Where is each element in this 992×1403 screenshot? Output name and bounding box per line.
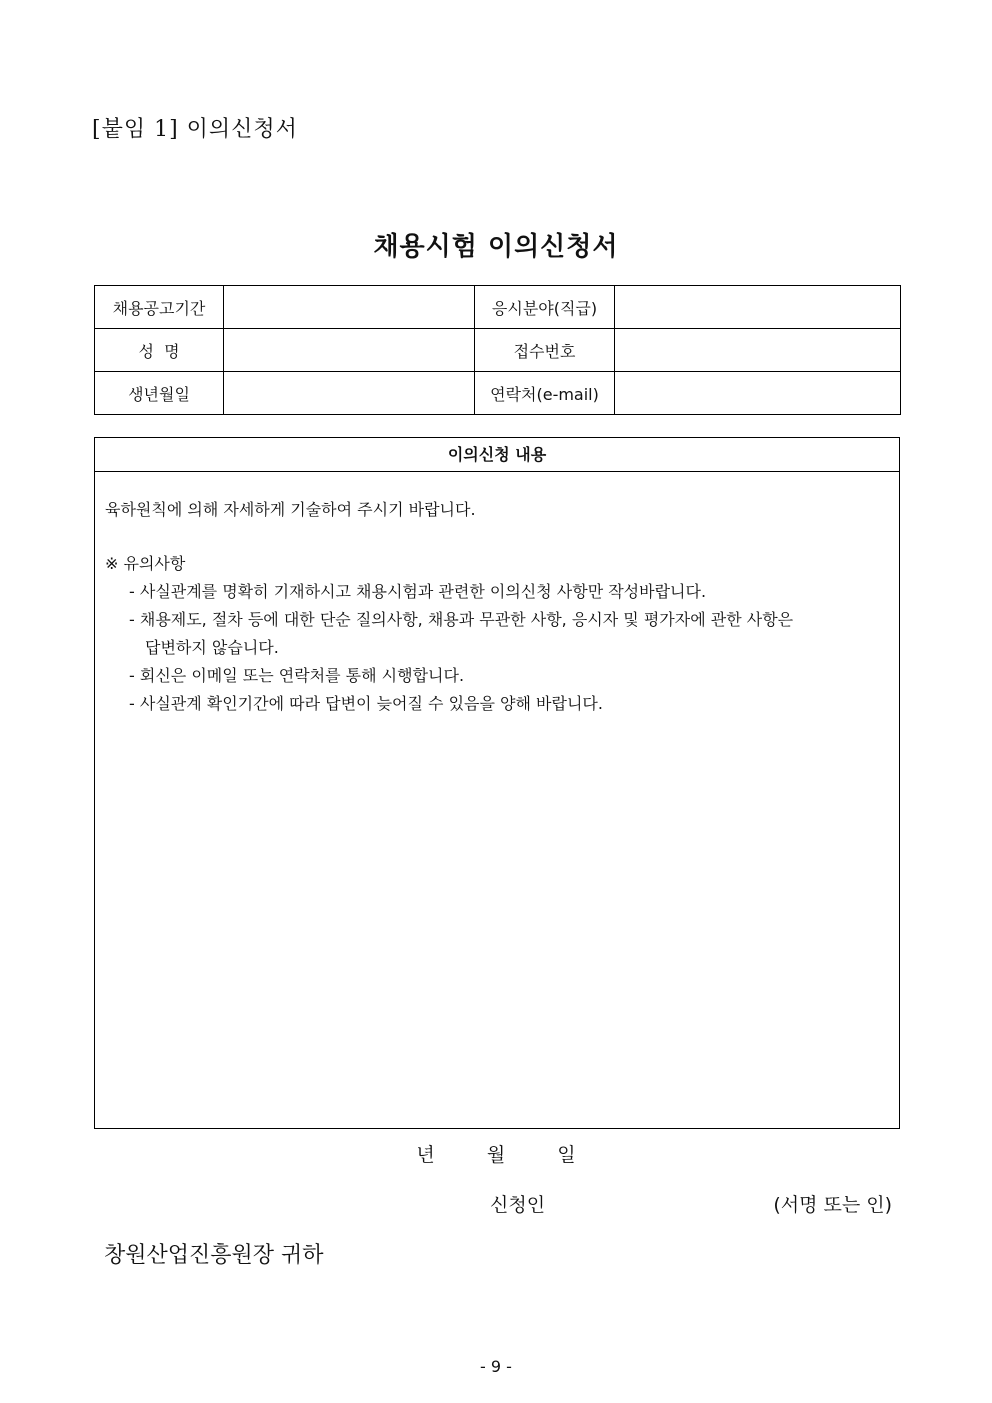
content-header: 이의신청 내용 [95, 438, 899, 472]
contact-field[interactable] [615, 372, 901, 415]
contact-label: 연락처(e-mail) [475, 372, 615, 415]
birth-date-label: 생년월일 [95, 372, 224, 415]
receipt-number-field[interactable] [615, 329, 901, 372]
day-label: 일 [557, 1144, 576, 1166]
birth-date-field[interactable] [224, 372, 475, 415]
note-item: - 채용제도, 절차 등에 대한 단순 질의사항, 채용과 무관한 사항, 응시자 및 평가자에 관한 사항은 [129, 610, 794, 629]
note-item: - 회신은 이메일 또는 연락처를 통해 시행합니다. [129, 666, 465, 685]
recipient-text: 창원산업진흥원장 귀하 [104, 1243, 324, 1268]
objection-content-box[interactable] [94, 437, 900, 1129]
instruction-text: 육하원칙에 의해 자세하게 기술하여 주시기 바랍니다. [105, 500, 476, 519]
receipt-number-label: 접수번호 [475, 329, 615, 372]
document-title: 채용시험 이의신청서 [373, 232, 619, 262]
applicant-label: 신청인 [490, 1194, 546, 1216]
name-field[interactable] [224, 329, 475, 372]
application-field-field[interactable] [615, 286, 901, 329]
recruitment-period-label: 채용공고기간 [95, 286, 224, 329]
table-row [95, 286, 901, 329]
date-line [0, 1140, 992, 1167]
attachment-label: [붙임 1] 이의신청서 [92, 117, 298, 142]
notes-heading: ※ 유의사항 [105, 554, 186, 573]
page-number: - 9 - [480, 1357, 512, 1376]
note-item: - 사실관계 확인기간에 따라 답변이 늦어질 수 있음을 양해 바랍니다. [129, 694, 603, 713]
table-row [95, 372, 901, 415]
applicant-info-table [94, 285, 901, 415]
name-label: 성 명 [95, 329, 224, 372]
recruitment-period-field[interactable] [224, 286, 475, 329]
application-field-label: 응시분야(직급) [475, 286, 615, 329]
note-item: - 사실관계를 명확히 기재하시고 채용시험과 관련한 이의신청 사항만 작성바랍니다. [129, 582, 707, 601]
content-body [95, 472, 899, 718]
table-row [95, 329, 901, 372]
note-item-continued: 답변하지 않습니다. [145, 638, 279, 657]
signature-label: (서명 또는 인) [773, 1194, 892, 1216]
month-label: 월 [486, 1144, 506, 1166]
year-label: 년 [416, 1144, 435, 1166]
